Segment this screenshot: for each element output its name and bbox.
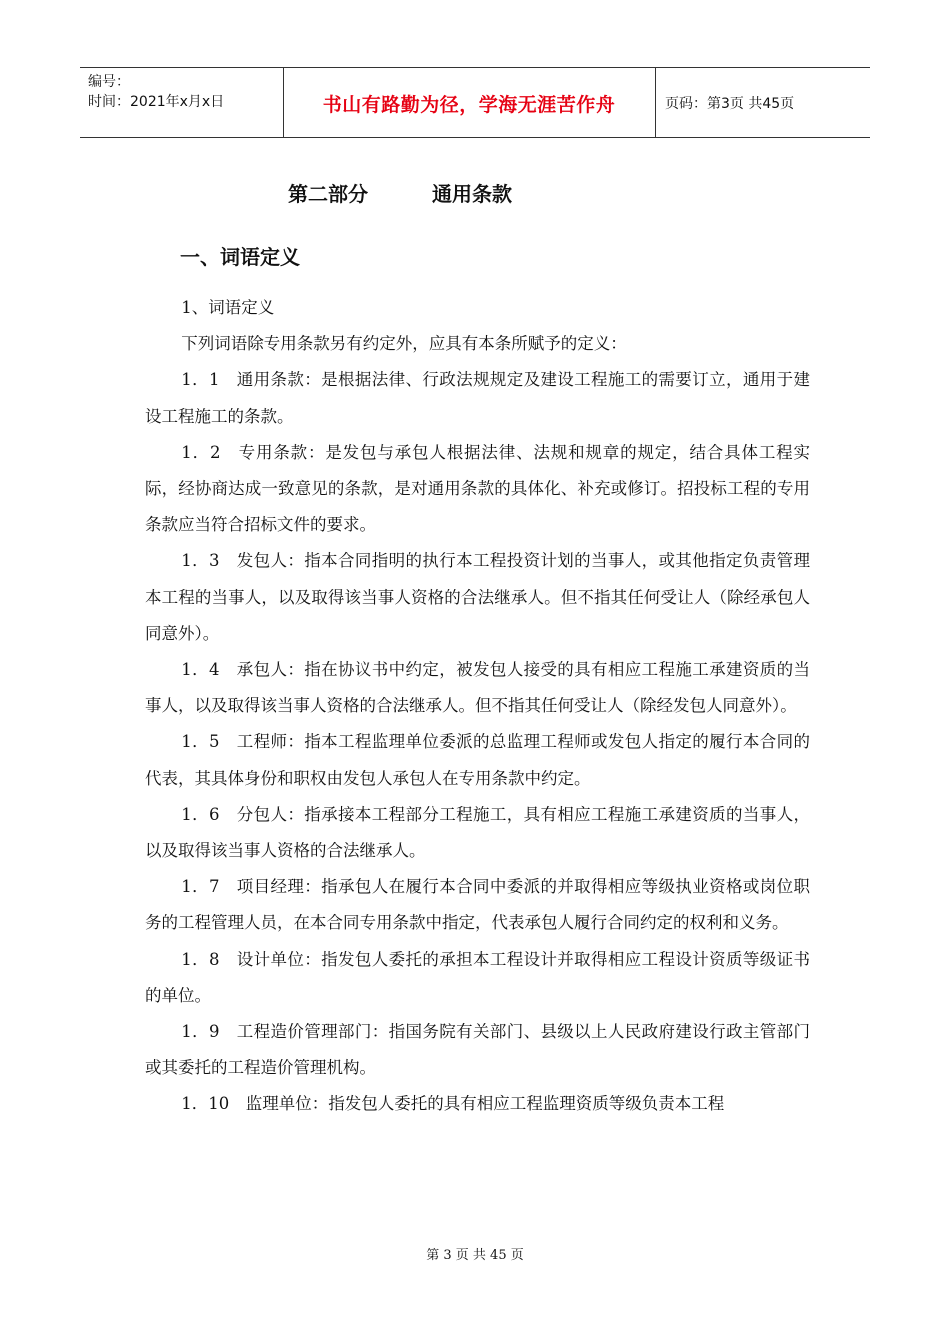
paragraph: 下列词语除专用条款另有约定外，应具有本条所赋予的定义： — [181, 334, 627, 354]
header-motto: 书山有路勤为径，学海无涯苦作舟 — [322, 94, 616, 116]
paragraph: 1．7 项目经理：指承包人在履行本合同中委派的并取得相应等级执业资格或岗位职务的工程管理人员，在本合同专用条款中指定，代表承包人履行合同约定的权利和义务。 — [145, 877, 810, 933]
paragraph: 1．5 工程师：指本工程监理单位委派的总监理工程师或发包人指定的履行本合同的代表，其具体身份和职权由发包人承包人在专用条款中约定。 — [145, 732, 810, 788]
page-footer: 第 3 页 共 45 页 — [426, 1248, 524, 1263]
document-body — [145, 290, 810, 1123]
part-title — [0, 178, 800, 207]
part-label: 第二部分 — [288, 182, 368, 206]
time-label: 时间：2021年x月x日 — [88, 94, 225, 110]
header-meta — [88, 72, 224, 112]
paragraph: 1．4 承包人：指在协议书中约定，被发包人接受的具有相应工程施工承建资质的当事人，以及取得该当事人资格的合法继承人。但不指其任何受让人（除经发包人同意外）。 — [145, 660, 810, 716]
page-header — [80, 67, 870, 138]
paragraph: 1．1 通用条款：是根据法律、行政法规规定及建设工程施工的需要订立，通用于建设工程施工的条款。 — [145, 370, 810, 426]
header-divider — [655, 68, 656, 137]
header-page-info: 页码：第3页 共45页 — [665, 96, 795, 112]
number-label: 编号： — [88, 74, 130, 90]
paragraph: 1．6 分包人：指承接本工程部分工程施工，具有相应工程施工承建资质的当事人，以及取得该当事人资格的合法继承人。 — [145, 804, 810, 861]
part-name: 通用条款 — [432, 182, 512, 206]
paragraph: 1．9 工程造价管理部门：指国务院有关部门、县级以上人民政府建设行政主管部门或其委托的工程造价管理机构。 — [145, 1022, 810, 1078]
paragraph: 1、词语定义 — [181, 298, 275, 317]
paragraph: 1．8 设计单位：指发包人委托的承担本工程设计并取得相应工程设计资质等级证书的单位。 — [145, 949, 810, 1005]
paragraph: 1．3 发包人：指本合同指明的执行本工程投资计划的当事人，或其他指定负责管理本工程的当事人，以及取得该当事人资格的合法继承人。但不指其任何受让人（除经承包人同意外）。 — [145, 551, 810, 643]
paragraph: 1．10 监理单位：指发包人委托的具有相应工程监理资质等级负责本工程 — [181, 1094, 725, 1114]
section-title: 一、词语定义 — [180, 245, 300, 269]
paragraph: 1．2 专用条款：是发包与承包人根据法律、法规和规章的规定，结合具体工程实际，经协商达成一致意见的条款，是对通用条款的具体化、补充或修订。招投标工程的专用条款应当符合招标文件的要求。 — [145, 442, 810, 535]
